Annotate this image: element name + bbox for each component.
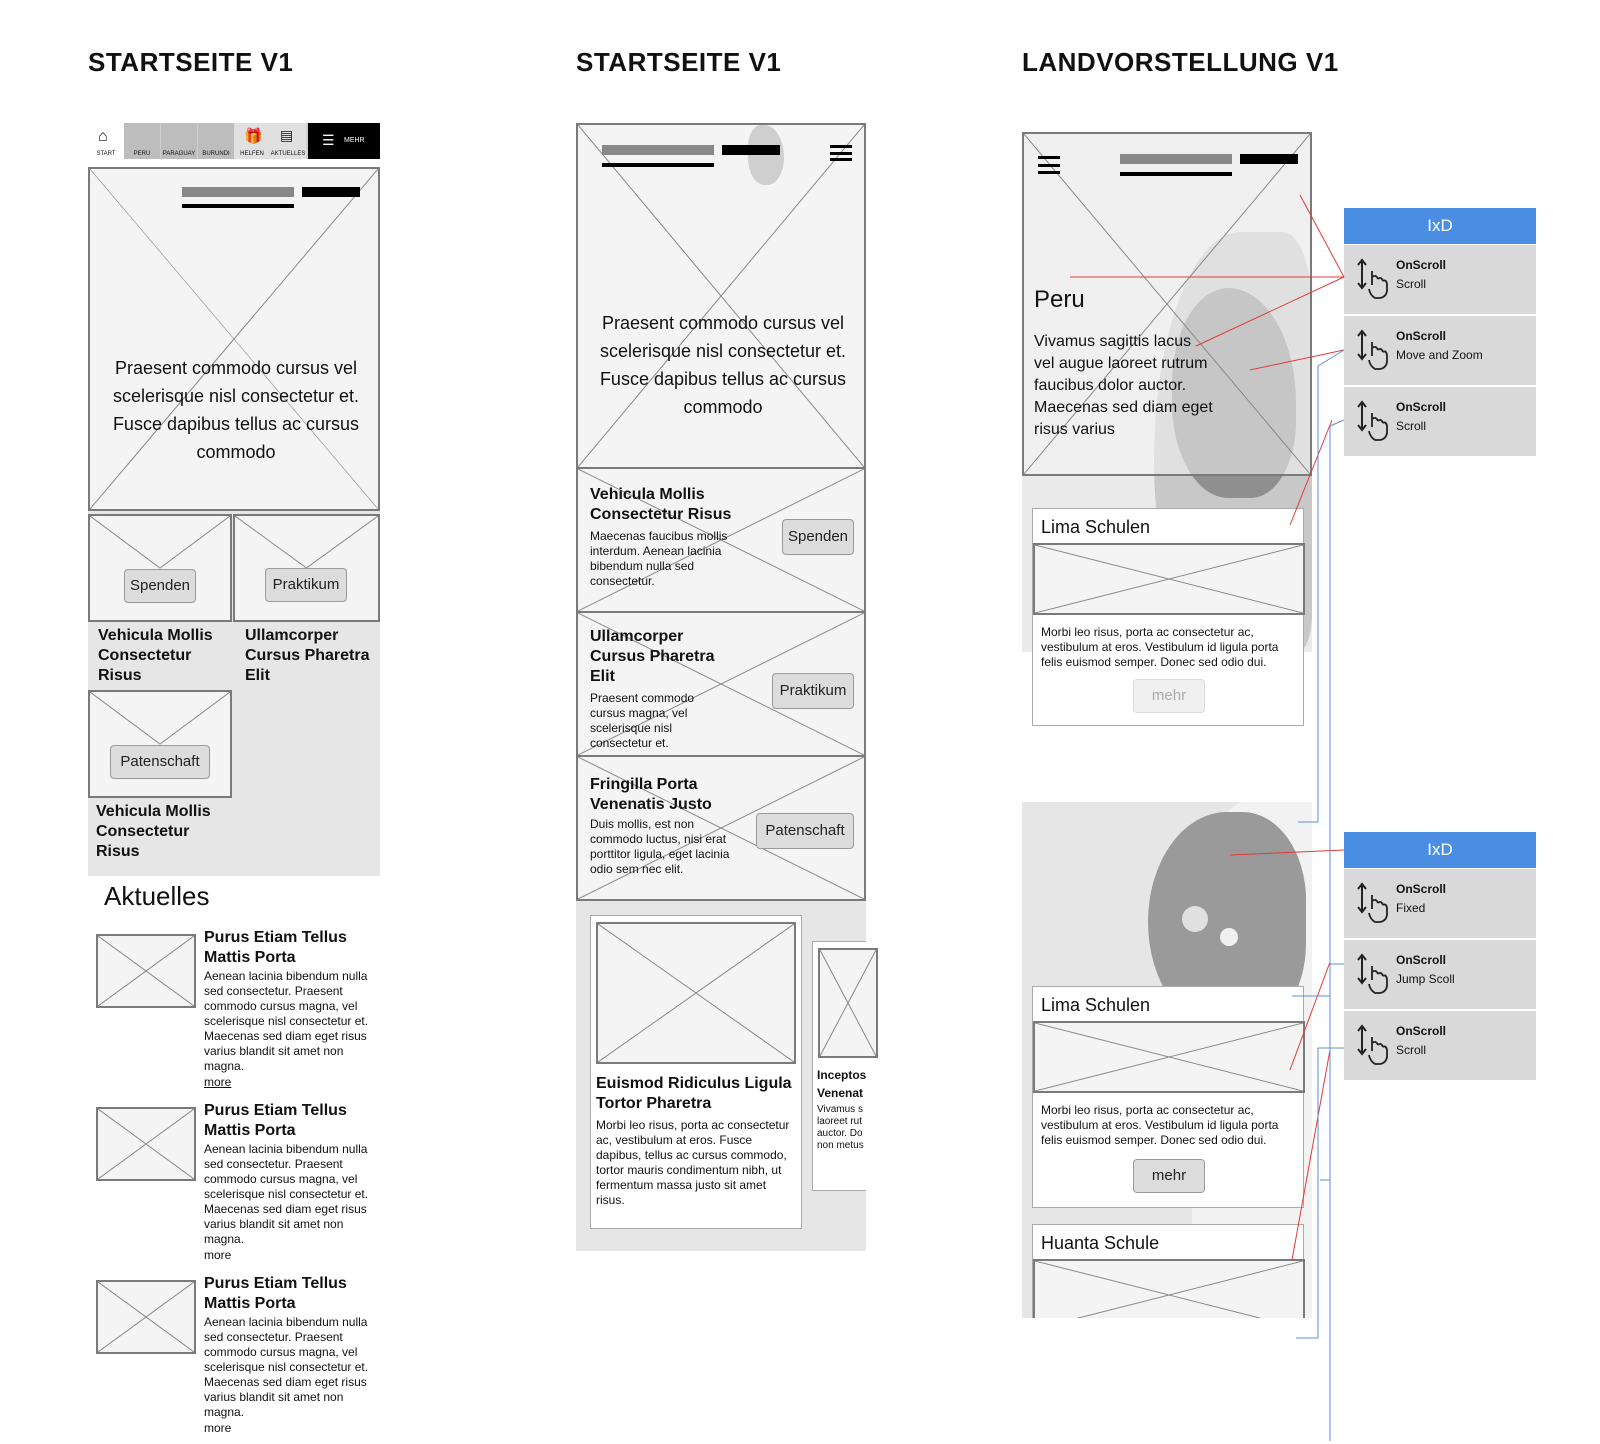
title-startseite-v1-b: STARTSEITE V1 (576, 47, 782, 77)
news-body-2: Aenean lacinia bibendum nulla sed consectetur. Praesent commodo cursus magna, vel scelerisque nisl consectetur et. Maecenas sed diam eget risus varius blandit sit amet non magna. (204, 1142, 369, 1246)
row-2-body: Praesent commodo cursus magna, vel scelerisque nisl consectetur et. (590, 691, 695, 750)
ixd-event-2-2: OnScroll (1396, 953, 1447, 967)
ixd-event-2-1: OnScroll (1396, 882, 1447, 896)
list-icon: ☰ (322, 132, 335, 148)
hero-text: Praesent commodo cursus vel scelerisque nisl consectetur et. Fusce dapibus tellus ac cursus commodo (112, 358, 360, 462)
patenschaft-button[interactable]: Patenschaft (110, 745, 210, 779)
news-more-link-3[interactable]: more (204, 1421, 232, 1435)
ixd-header-1: IxD (1344, 208, 1536, 244)
nav-aktuelles-label: AKTUELLES (270, 151, 306, 157)
hero-text-2: Praesent commodo cursus vel scelerisque nisl consectetur et. Fusce dapibus tellus ac cursus commodo (599, 313, 847, 417)
nav-mehr-label: MEHR (344, 137, 365, 144)
lima-schulen-body-2: Morbi leo risus, porta ac consectetur ac, vestibulum at eros. Vestibulum id ligula porta felis euismod semper. Donec sed odio dui. (1041, 1103, 1279, 1147)
nav-helfen-label: HELFEN (240, 151, 264, 157)
lima-schulen-body: Morbi leo risus, porta ac consectetur ac, vestibulum at eros. Vestibulum id ligula porta felis euismod semper. Donec sed odio dui. (1041, 625, 1279, 669)
carousel-card-1-body: Morbi leo risus, porta ac consectetur ac, vestibulum at eros. Fusce dapibus, tellus ac cursus commodo, tortor mauris condimentum nibh, ut fermentum massa justo sit amet risus. (596, 1118, 790, 1207)
ixd-event-2-3: OnScroll (1396, 1024, 1447, 1038)
ixd-action-1-2: Move and Zoom (1396, 348, 1483, 362)
news-body-1: Aenean lacinia bibendum nulla sed consectetur. Praesent commodo cursus magna, vel scelerisque nisl consectetur et. Maecenas sed diam eget risus varius blandit sit amet non magna. (204, 969, 369, 1073)
row-3-title: Fringilla Porta Venenatis Justo (590, 776, 712, 813)
patenschaft-button-2[interactable]: Patenschaft (756, 813, 854, 849)
row-2-title: Ullamcorper Cursus Pharetra Elit (590, 628, 715, 685)
news-heading: Aktuelles (104, 881, 210, 911)
ixd-event-1-2: OnScroll (1396, 329, 1447, 343)
lima-schulen-title-2: Lima Schulen (1041, 995, 1151, 1015)
home-icon: ⌂ (98, 128, 108, 145)
nav-start-label: START (96, 151, 116, 157)
ixd-event-1-3: OnScroll (1396, 400, 1447, 414)
gift-icon: 🎁 (244, 128, 263, 145)
red-annotation-lines (1070, 195, 1344, 1260)
country-intro: Vivamus sagittis lacus vel augue laoreet rutrum faucibus dolor auctor. Maecenas sed diam eget risus varius (1034, 333, 1213, 438)
nav-peru-label: PERU (133, 151, 151, 157)
ixd-header-2: IxD (1344, 832, 1536, 868)
praktikum-button-2[interactable]: Praktikum (772, 673, 854, 709)
news-more-link-1[interactable]: more (204, 1075, 232, 1089)
ixd-action-2-3: Scroll (1396, 1043, 1427, 1057)
news-title-3: Purus Etiam Tellus Mattis Porta (204, 1275, 347, 1312)
mehr-button[interactable]: mehr (1133, 1159, 1205, 1193)
carousel-card-1-title: Euismod Ridiculus Ligula Tortor Pharetra (596, 1075, 792, 1112)
ixd-event-1-1: OnScroll (1396, 258, 1447, 272)
ixd-action-2-1: Fixed (1396, 901, 1426, 915)
spenden-button-2[interactable]: Spenden (782, 519, 854, 555)
newspaper-icon: ▤ (280, 127, 294, 143)
tile-title-2: Ullamcorper Cursus Pharetra Elit (245, 627, 370, 684)
ixd-action-2-2: Jump Scoll (1396, 972, 1455, 986)
title-startseite-v1-a: STARTSEITE V1 (88, 47, 294, 77)
ixd-action-1-1: Scroll (1396, 277, 1427, 291)
country-title: Peru (1034, 286, 1085, 313)
row-1-title: Vehicula Mollis Consectetur Risus (590, 486, 732, 523)
news-title-2: Purus Etiam Tellus Mattis Porta (204, 1102, 347, 1139)
row-1-body: Maecenas faucibus mollis interdum. Aenean lacinia bibendum nulla sed consectetur. (590, 529, 728, 588)
nav-paraguay-label: PARAGUAY (162, 151, 196, 157)
carousel-card-2-title: Inceptos Venenat (817, 1068, 867, 1100)
tile-title-3: Vehicula Mollis Consectetur Risus (96, 803, 211, 860)
news-body-3: Aenean lacinia bibendum nulla sed consectetur. Praesent commodo cursus magna, vel scelerisque nisl consectetur et. Maecenas sed diam eget risus varius blandit sit amet non magna. (204, 1315, 369, 1419)
lima-schulen-title: Lima Schulen (1041, 517, 1151, 537)
mehr-button-disabled[interactable]: mehr (1133, 679, 1205, 713)
ixd-action-1-3: Scroll (1396, 419, 1427, 433)
tile-title-1: Vehicula Mollis Consectetur Risus (98, 627, 213, 684)
spenden-button[interactable]: Spenden (124, 569, 196, 603)
title-landvorstellung-v1: LANDVORSTELLUNG V1 (1022, 47, 1339, 77)
news-more-link-2[interactable]: more (204, 1248, 232, 1262)
praktikum-button[interactable]: Praktikum (265, 568, 347, 602)
row-3-body: Duis mollis, est non commodo luctus, nisi erat porttitor ligula, eget lacinia odio sem nec elit. (590, 817, 730, 876)
huanta-schule-title: Huanta Schule (1041, 1233, 1160, 1253)
news-title-1: Purus Etiam Tellus Mattis Porta (204, 929, 347, 966)
carousel-card-2-body: Vivamus s laoreet rut auctor. Do non metus (817, 1104, 864, 1151)
blue-connector-lines (1292, 350, 1344, 1441)
nav-burundi-label: BURUNDI (202, 151, 230, 157)
